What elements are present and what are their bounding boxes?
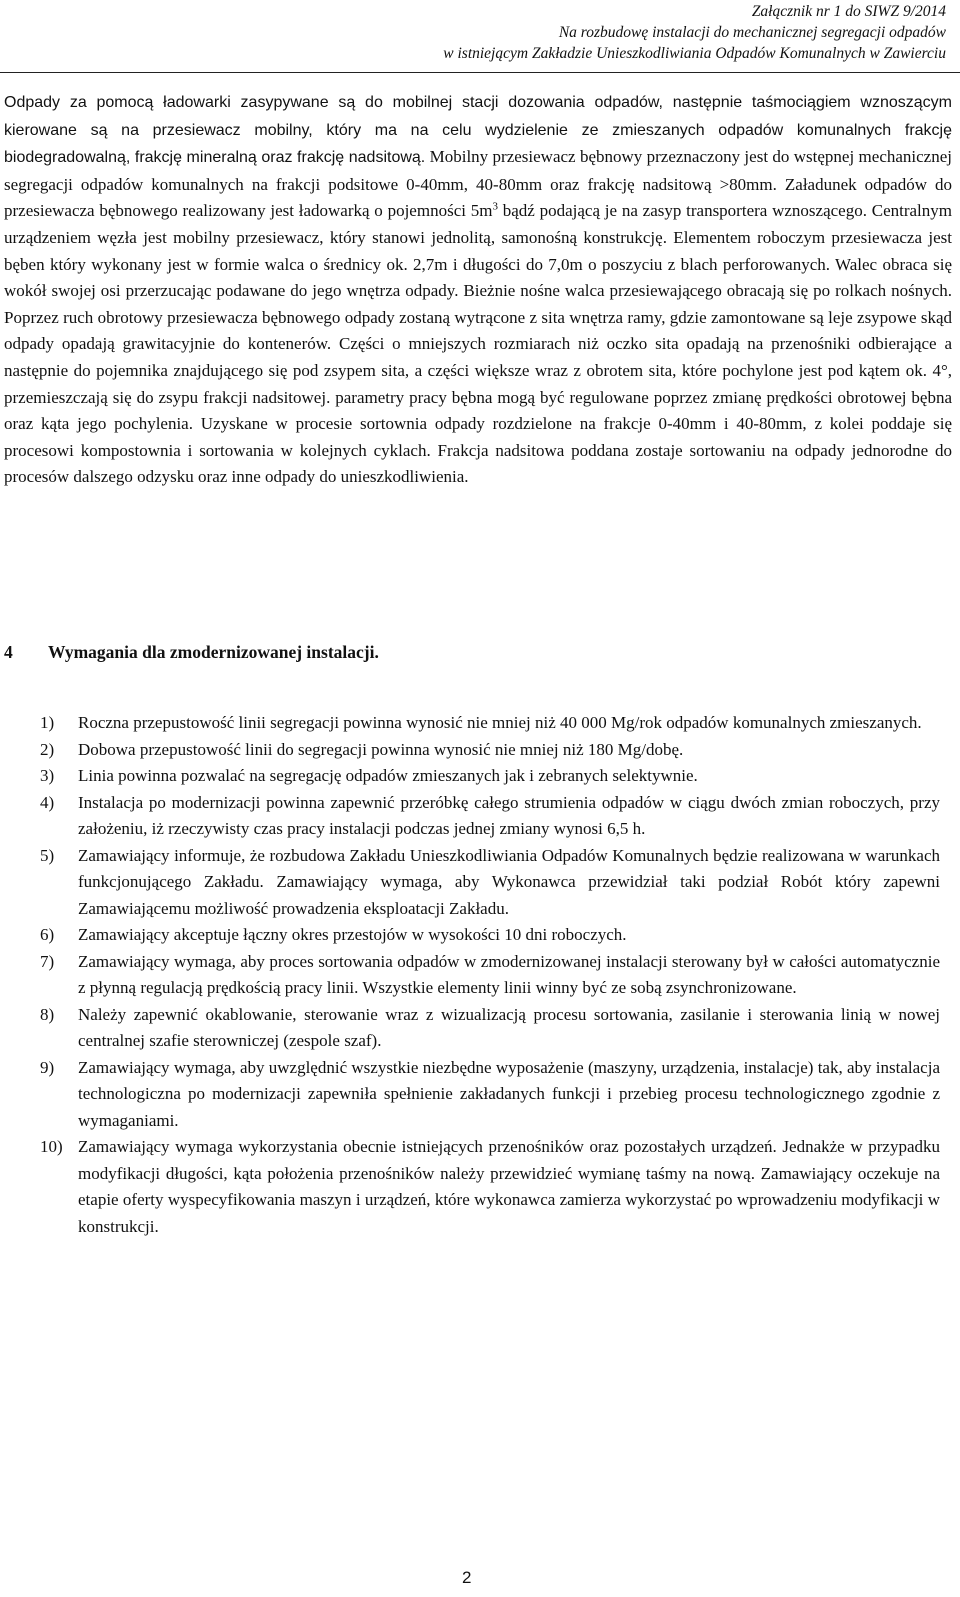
- list-item-number: 1): [40, 713, 55, 732]
- list-item-number: 3): [40, 766, 55, 785]
- list-item-number: 5): [40, 845, 55, 865]
- list-item-number: 7): [40, 951, 55, 971]
- list-item-text: Zamawiający informuje, że rozbudowa Zakładu Unieszkodliwiania Odpadów Komunalnych będzie realizowana w warunkach funkcjonującego Zakładu. Zamawiający wymaga, aby Wykonawca przewidział taki podział Robót który zapewni Zamawiającemu możliwość prowadzenia eksploatacji Zakładu.: [78, 845, 940, 918]
- list-item-number: 8): [40, 1004, 55, 1024]
- intro-lead-text: Odpady za pomocą ładowarki zasypywane są do mobilnej stacji dozowania odpadów, następnie taśmociągiem wznoszącym kierowane są na przesiewacz mobilny, który ma na celu wydzielenie ze zmieszanych odpadów komunalnych frakcję biodegradowalną, frakcję mineralną oraz frakcję nadsitową.: [4, 94, 952, 167]
- section-heading: [4, 639, 379, 665]
- intro-text-part1: Mobilny przesiewacz bębnowy przeznaczony jest do wstępnej mechanicznej segregacji odpadów komunalnych na frakcji podsitowe 0-40mm, 40-80mm oraz frakcję nadsitową >80mm. Załadunek odpadów do przesiewacza bębnowego realizowany jest ładowarką o pojemności 5m: [4, 147, 953, 221]
- list-item-number: 4): [40, 792, 55, 812]
- list-item: [40, 790, 940, 843]
- list-item: [40, 737, 940, 764]
- header-subject-line: Na rozbudowę instalacji do mechanicznej segregacji odpadów: [558, 24, 946, 41]
- section-title: Wymagania dla zmodernizowanej instalacji.: [48, 642, 379, 662]
- list-item: [40, 843, 940, 923]
- list-item-text: Należy zapewnić okablowanie, sterowanie wraz z wizualizacją procesu sortowania, zasilanie i sterowania linią w nowej centralnej szafie sterowniczej (zespole szaf).: [78, 1004, 940, 1050]
- header-rule: [0, 72, 960, 73]
- list-item-number: 6): [40, 925, 55, 944]
- list-item-number: 10): [40, 1137, 63, 1156]
- list-item-text: Dobowa przepustowość linii do segregacji powinna wynosić nie mniej niż 180 Mg/dobę.: [78, 739, 684, 759]
- list-item: [40, 1134, 940, 1240]
- list-item-text: Linia powinna pozwalać na segregację odpadów zmieszanych jak i zebranych selektywnie.: [78, 766, 698, 785]
- intro-text-part2: bądź podającą je na zasyp transportera wznoszącego. Centralnym urządzeniem węzła jest mobilny przesiewacz, który stanowi jednolitą, samonośną konstrukcję. Elementem roboczym przesiewacza jest bęben który wykonany jest w formie walca o średnicy ok. 2,7m i długości do 7,0m o poszyciu z blach perforowanych. Walec obraca się wokół swojej osi przerzucając podawane do jego wnętrza odpady. Bieżnie nośne walca przesiewającego obracają się po rolkach nośnych. Poprzez ruch obrotowy przesiewacza bębnowego odpady zostaną wytrącone z sita wnętrza ramy, gdzie zamontowane są leje zsypowe skąd odpady opadają grawitacyjnie do kontenerów. Części o mniejszych rozmiarach niż oczko sita opadają na przenośniki odbierające a następnie do pojemnika znajdującego się pod zsypem sita, a części większe wraz z obrotem sita, które pochylone jest pod kątem ok. 4°, przemieszczają się do zsypu frakcji nadsitowej. parametry pracy bębna mogą być regulowane poprzez zmianę prędkości obrotowej bębna oraz kąta jego pochylenia. Uzyskane w procesie sortownia odpady rozdzielone na frakcje 0-40mm i 40-80mm, z kolei poddaje się procesowi kompostownia i sortowania w kolejnych cyklach. Frakcja nadsitowa poddana zostaje sortowaniu na odpady jednorodne do procesów dalszego odzysku oraz inne odpady do unieszkodliwienia.: [4, 201, 952, 487]
- list-item: [40, 949, 940, 1002]
- list-item-text: Instalacja po modernizacji powinna zapewnić przeróbkę całego strumienia odpadów w ciągu dwóch zmian roboczych, przy założeniu, iż rzeczywisty czas pracy instalacji podczas jednej zmiany wynosi 6,5 h.: [78, 792, 940, 838]
- page-number: 2: [462, 1568, 472, 1587]
- list-item: [40, 922, 940, 949]
- list-item: [40, 763, 940, 790]
- requirements-list: [40, 710, 940, 1240]
- intro-paragraph: [4, 89, 952, 491]
- list-item-text: Zamawiający wymaga, aby proces sortowania odpadów w zmodernizowanej instalacji sterowany był w całości automatycznie z płynną regulacją prędkością pracy linii. Wszystkie elementy linii winny być ze sobą zsynchronizowane.: [78, 951, 940, 997]
- list-item-text: Zamawiający wymaga wykorzystania obecnie istniejących przenośników oraz pozostałych urządzeń. Jednakże w przypadku modyfikacji długości, kąta położenia przenośników należy przewidzieć wymianę taśmy na nową. Zamawiający oczekuje na etapie oferty wyspecyfikowania maszyn i urządzeń, które wykonawca zamierza wykorzystać po wprowadzeniu modyfikacji w konstrukcji.: [78, 1137, 940, 1236]
- list-item-text: Roczna przepustowość linii segregacji powinna wynosić nie mniej niż 40 000 Mg/rok odpadów komunalnych zmieszanych.: [78, 713, 922, 732]
- list-item: [40, 710, 940, 737]
- cubic-superscript: 3: [492, 200, 498, 213]
- list-item: [40, 1055, 940, 1135]
- list-item-number: 9): [40, 1057, 55, 1077]
- list-item-text: Zamawiający akceptuje łączny okres przestojów w wysokości 10 dni roboczych.: [78, 925, 627, 944]
- document-header: [443, 1, 946, 64]
- list-item: [40, 1002, 940, 1055]
- header-location-line: w istniejącym Zakładzie Unieszkodliwiania Odpadów Komunalnych w Zawierciu: [443, 45, 946, 62]
- section-number: 4: [4, 642, 13, 662]
- header-attachment-line: Załącznik nr 1 do SIWZ 9/2014: [751, 3, 946, 20]
- list-item-number: 2): [40, 739, 55, 759]
- list-item-text: Zamawiający wymaga, aby uwzględnić wszystkie niezbędne wyposażenie (maszyny, urządzenia, instalacje) tak, aby instalacja technologiczna po modernizacji zapewniła spełnienie zakładanych funkcji i przebieg procesu technologicznego zgodnie z wymaganiami.: [78, 1057, 940, 1130]
